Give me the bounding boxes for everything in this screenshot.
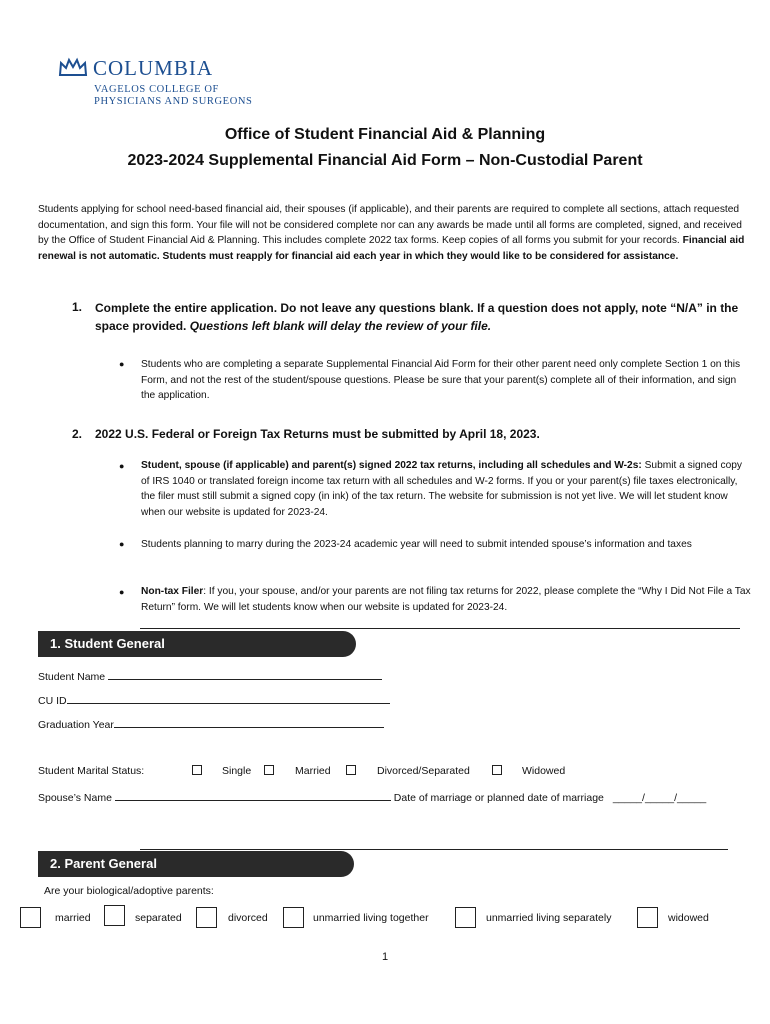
intro-text: Students applying for school need-based financial aid, their spouses (if applicable), and their parents are required to complete all sections, attach requested documentation, and sign this form. Your file will not be considered complete nor can any awards be made until all forms are completed, signed, and received by the Office of Student Financial Aid & Planning. This includes complete 2022 tax forms. Keep copies of all forms you submit for your records. [38,204,742,246]
married-label: Married [295,765,331,777]
unmarried-together-label: unmarried living together [313,912,429,924]
section-2-header: 2. Parent General [38,851,354,877]
section-1-rule [140,628,740,629]
student-name-field[interactable] [38,669,382,683]
single-checkbox[interactable] [192,765,202,775]
item-1-number: 1. [72,300,83,314]
married-checkbox[interactable] [20,907,41,928]
marital-status-label: Student Marital Status: [38,765,145,777]
graduation-year-label: Graduation Year [38,719,114,731]
separated-checkbox[interactable] [104,905,125,926]
divorced-label: Divorced/Separated [377,765,470,777]
logo-name: COLUMBIA [93,56,214,80]
intro-paragraph [38,202,750,264]
marriage-date-label: Date of marriage or planned date of marriage [393,792,604,804]
bullet-icon: ● [119,461,125,471]
section-1-header: 1. Student General [38,631,356,657]
item-2-bullet-2: Students planning to marry during the 2023-24 academic year will need to submit intended spouse’s information and taxes [141,539,692,550]
spouse-name-label: Spouse’s Name [38,792,112,804]
separated-label: separated [135,912,182,924]
crown-icon [58,57,88,77]
graduation-year-field[interactable] [38,717,384,731]
parent-status-question: Are your biological/adoptive parents: [44,885,214,897]
unmarried-separately-checkbox[interactable] [455,907,476,928]
item-1-bullet: Students who are completing a separate Supplemental Financial Aid Form for their other parent need only complete Section 1 on this Form, and not the rest of the student/spouse questions. Please be sure that your parent(s) complete all of their information, and sign the application. [141,359,741,402]
bullet-icon: ● [119,359,125,369]
widowed-label: widowed [668,912,709,924]
single-label: Single [222,765,252,777]
student-name-input[interactable] [108,669,382,680]
item-1-main: Complete the entire application. Do not leave any questions blank. If a question does not apply, note “N/A” in the space provided. [95,301,739,333]
item-2-bullet-3 [141,584,751,615]
logo-subtitle-1: VAGELOS COLLEGE OF [94,84,219,95]
section-2-rule [140,849,728,850]
item-1-italic: Questions left blank will delay the review of your file. [189,319,492,333]
item-2-bullet-1 [141,458,751,520]
divorced-label: divorced [228,912,268,924]
page-number: 1 [381,951,389,963]
cu-id-label: CU ID [38,695,67,707]
married-label: married [55,912,91,924]
unmarried-separately-label: unmarried living separately [486,912,612,924]
item-2-text: 2022 U.S. Federal or Foreign Tax Returns must be submitted by April 18, 2023. [95,427,540,441]
columbia-logo [58,54,318,114]
cu-id-field[interactable] [38,693,390,707]
bullet-1-text: Submit a signed copy of IRS 1040 or translated foreign income tax return with all schedules and W-2 forms. If you or your parent(s) file taxes electronically, the filer must still submit a signed copy (in ink) of the tax return. The website for submission is not yet live. We will let student know when our website is updated for 2023-24. [141,460,743,518]
logo-subtitle-2: PHYSICIANS AND SURGEONS [94,96,253,107]
page-title: Office of Student Financial Aid & Planning [224,126,546,143]
marriage-date-input[interactable]: _____/_____/_____ [612,792,707,804]
cu-id-input[interactable] [67,693,390,704]
bullet-icon: ● [119,587,125,597]
bullet-3-text: : If you, your spouse, and/or your parents are not filing tax returns for 2022, please complete the “Why I Did Not File a Tax Return” form. We will let students know when our website is updated for 2023-24. [141,586,751,613]
student-name-label: Student Name [38,671,106,683]
bullet-3-bold: Non-tax Filer [141,586,204,597]
unmarried-together-checkbox[interactable] [283,907,304,928]
graduation-year-input[interactable] [114,717,384,728]
bullet-icon: ● [119,539,125,549]
widowed-checkbox[interactable] [492,765,502,775]
intro-bold-text: Financial aid renewal is not automatic. Students must reapply for financial aid each year in which they would like to be considered for assistance. [38,235,745,262]
spouse-name-input[interactable] [115,790,391,801]
item-1-text [95,299,745,335]
form-title: 2023-2024 Supplemental Financial Aid Form – Non-Custodial Parent [127,152,643,169]
divorced-checkbox[interactable] [196,907,217,928]
bullet-1-bold: Student, spouse (if applicable) and parent(s) signed 2022 tax returns, including all schedules and W-2s: [141,460,642,471]
married-checkbox[interactable] [264,765,274,775]
widowed-label: Widowed [522,765,566,777]
spouse-name-field[interactable] [38,790,706,804]
widowed-checkbox[interactable] [637,907,658,928]
divorced-checkbox[interactable] [346,765,356,775]
item-2-number: 2. [72,427,83,441]
